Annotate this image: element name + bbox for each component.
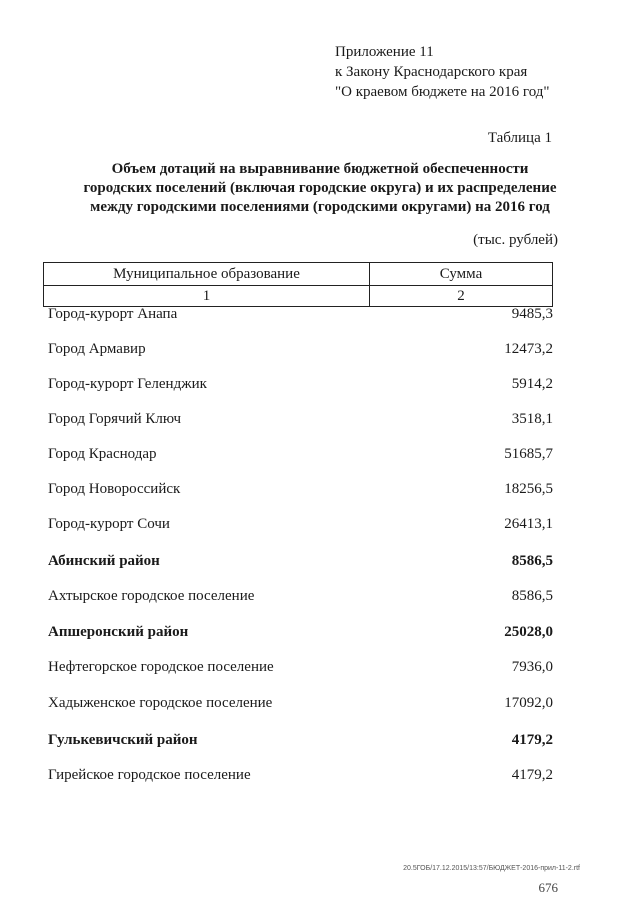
column-header-municipality: Муниципальное образование [44,263,370,286]
row-value: 51685,7 [504,446,553,462]
appendix-line-3: "О краевом бюджете на 2016 год" [335,84,550,100]
row-name: Город Горячий Ключ [48,411,182,427]
column-number-2: 2 [370,286,553,307]
row-name: Хадыженское городское поселение [48,695,273,711]
row-value: 17092,0 [504,695,553,711]
row-value: 5914,2 [511,376,553,392]
row-value: 8586,5 [511,588,553,604]
row-value: 25028,0 [504,624,553,640]
row-name: Город-курорт Сочи [48,516,170,532]
page-number: 676 [538,880,558,895]
row-name: Город Новороссийск [48,481,181,497]
row-name: Город Армавир [48,341,146,357]
title-line-2: городских поселений (включая городские округа) и их распределение [83,180,557,196]
row-value: 9485,3 [511,306,553,322]
table-row [48,341,553,363]
row-name: Город-курорт Геленджик [48,376,207,392]
table-row [48,767,553,789]
row-name: Город Краснодар [48,446,157,462]
table-row [48,553,553,575]
table-row [48,411,553,433]
row-name: Апшеронский район [48,624,189,640]
table-row [48,588,553,610]
appendix-line-2: к Закону Краснодарского края [335,64,528,80]
units-label: (тыс. рублей) [473,232,558,248]
appendix-line-1: Приложение 11 [335,44,434,60]
row-value: 18256,5 [504,481,553,497]
row-name: Ахтырское городское поселение [48,588,255,604]
document-file-code: 20.5ГОБ/17.12.2015/13:57/БЮДЖЕТ-2016-прил-11-2.rtf [403,865,580,872]
title-line-1: Объем дотаций на выравнивание бюджетной обеспеченности [111,161,529,177]
row-value: 8586,5 [511,553,553,569]
table-row [48,376,553,398]
table-row [48,516,553,538]
row-value: 12473,2 [504,341,553,357]
table-row [48,446,553,468]
table-label: Таблица 1 [487,130,552,146]
row-name: Нефтегорское городское поселение [48,659,274,675]
table-row [48,481,553,503]
table-row [48,695,553,717]
row-name: Абинский район [48,553,160,569]
row-value: 3518,1 [511,411,553,427]
row-name: Гирейское городское поселение [48,767,251,783]
row-value: 4179,2 [511,732,553,748]
row-value: 26413,1 [504,516,553,532]
row-value: 7936,0 [511,659,553,675]
table-row [48,732,553,754]
column-header-sum: Сумма [370,263,553,286]
table-row [48,624,553,646]
table-row [48,659,553,681]
row-name: Гулькевичский район [48,732,198,748]
row-name: Город-курорт Анапа [48,306,178,322]
title-line-3: между городскими поселениями (городскими округами) на 2016 год [90,199,550,215]
row-value: 4179,2 [511,767,553,783]
table-row [48,306,553,328]
column-number-1: 1 [44,286,370,307]
